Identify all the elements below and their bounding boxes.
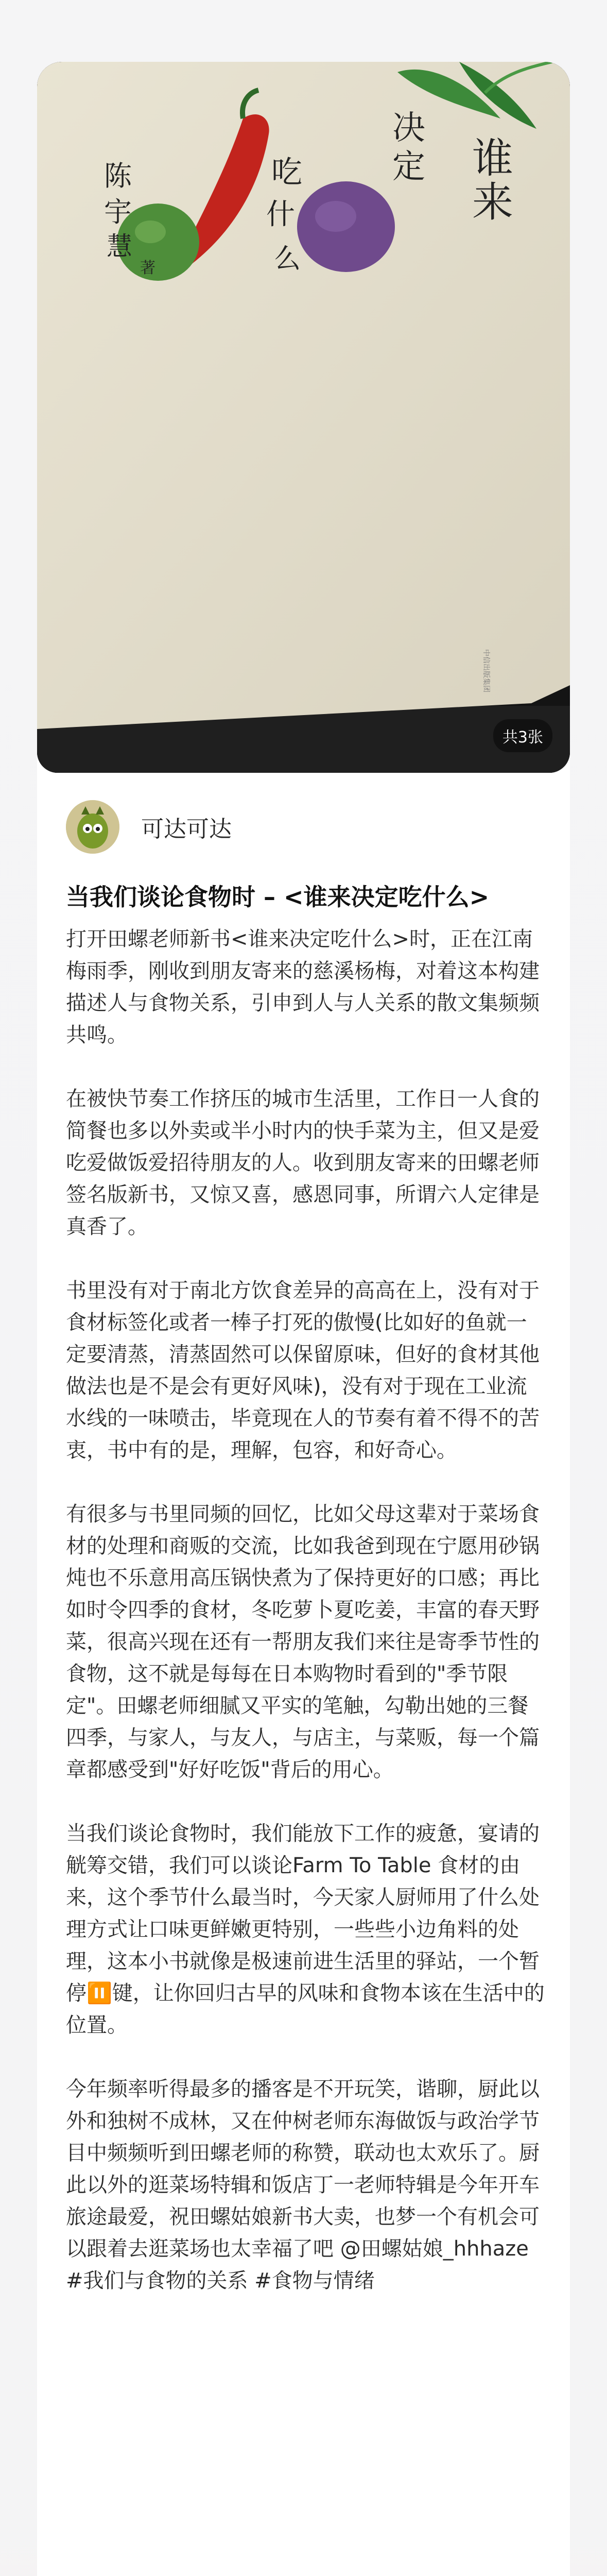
avatar[interactable] (66, 800, 119, 854)
paragraph: 今年频率听得最多的播客是不开玩笑，谐聊，厨此以外和独树不成林，又在仲树老师东海做饭与政治学节目中频频听到田螺老师的称赞，联动也太欢乐了。厨此以外的逛菜场特辑和饭店丁一老师特辑是今年开车旅途最爱，祝田螺姑娘新书大卖，也梦一个有机会可以跟着去逛菜场也太幸福了吧 @田螺姑娘_hhhaze #我们与食物的关系 #食物与情绪 (66, 2077, 540, 2293)
svg-text:中信出版集团: 中信出版集团 (482, 649, 490, 692)
svg-text:吃: 吃 (271, 155, 302, 191)
svg-text:慧: 慧 (107, 231, 132, 261)
post-title: 当我们谈论食物时 – <谁来决定吃什么> (66, 883, 490, 911)
paragraph: 打开田螺老师新书<谁来决定吃什么>时，正在江南梅雨季，刚收到朋友寄来的慈溪杨梅，对着这本构建描述人与食物关系，引申到人与人关系的散文集频频共鸣。 (66, 927, 540, 1047)
svg-text:定: 定 (392, 148, 425, 186)
paragraph: 书里没有对于南北方饮食差异的高高在上，没有对于食材标签化或者一棒子打死的傲慢(比如好的鱼就一定要清蒸，清蒸固然可以保留原味，但好的食材其他做法也是不是会有更好风味)，没有对于现在工业流水线的一味喷击，毕竟现在人的节奏有着不得不的苦衷，书中有的是，理解，包容，和好奇心。 (66, 1279, 540, 1462)
avatar-image (66, 800, 119, 854)
author-row[interactable] (66, 799, 232, 855)
svg-text:著: 著 (140, 259, 155, 277)
book-cover-photo (37, 62, 570, 773)
svg-text:陈: 陈 (104, 160, 132, 192)
svg-text:什: 什 (266, 198, 295, 231)
svg-text:决: 决 (392, 109, 425, 147)
post-image[interactable] (37, 62, 570, 773)
svg-text:来: 来 (472, 178, 513, 226)
svg-text:么: 么 (274, 244, 301, 275)
author-name[interactable]: 可达可达 (141, 816, 232, 842)
paragraph: 当我们谈论食物时，我们能放下工作的疲惫，宴请的觥筹交错，我们可以谈论Farm To Table 食材的由来，这个季节什么最当时，今天家人厨师用了什么处理方式让口味更鲜嫩更特别，一些些小边角料的处理，这本小书就像是极速前进生活里的驿站，一个暂停⏸️键，让你回归古早的风味和食物本该在生活中的位置。 (66, 1822, 545, 2037)
paragraph: 在被快节奏工作挤压的城市生活里，工作日一人食的简餐也多以外卖或半小时内的快手菜为主，但又是爱吃爱做饭爱招待朋友的人。收到朋友寄来的田螺老师签名版新书，又惊又喜，感恩同事，所谓六人定律是真香了。 (66, 1087, 540, 1239)
cover-title-col1: 谁 (472, 134, 513, 182)
image-count-badge: 共3张 (493, 719, 552, 752)
post-card (37, 62, 570, 2576)
post-body (66, 923, 545, 2297)
svg-text:宇: 宇 (104, 196, 132, 228)
paragraph: 有很多与书里同频的回忆，比如父母这辈对于菜场食材的处理和商贩的交流，比如我爸到现在宁愿用砂锅炖也不乐意用高压锅快煮为了保持更好的口感；再比如时令四季的食材，冬吃萝卜夏吃姜，丰富的春天野菜，很高兴现在还有一帮朋友我们来往是寄季节性的食物，这不就是每每在日本购物时看到的"季节限定"。田螺老师细腻又平实的笔触，勾勒出她的三餐四季，与家人，与友人，与店主，与菜贩，每一个篇章都感受到"好好吃饭"背后的用心。 (66, 1502, 540, 1782)
